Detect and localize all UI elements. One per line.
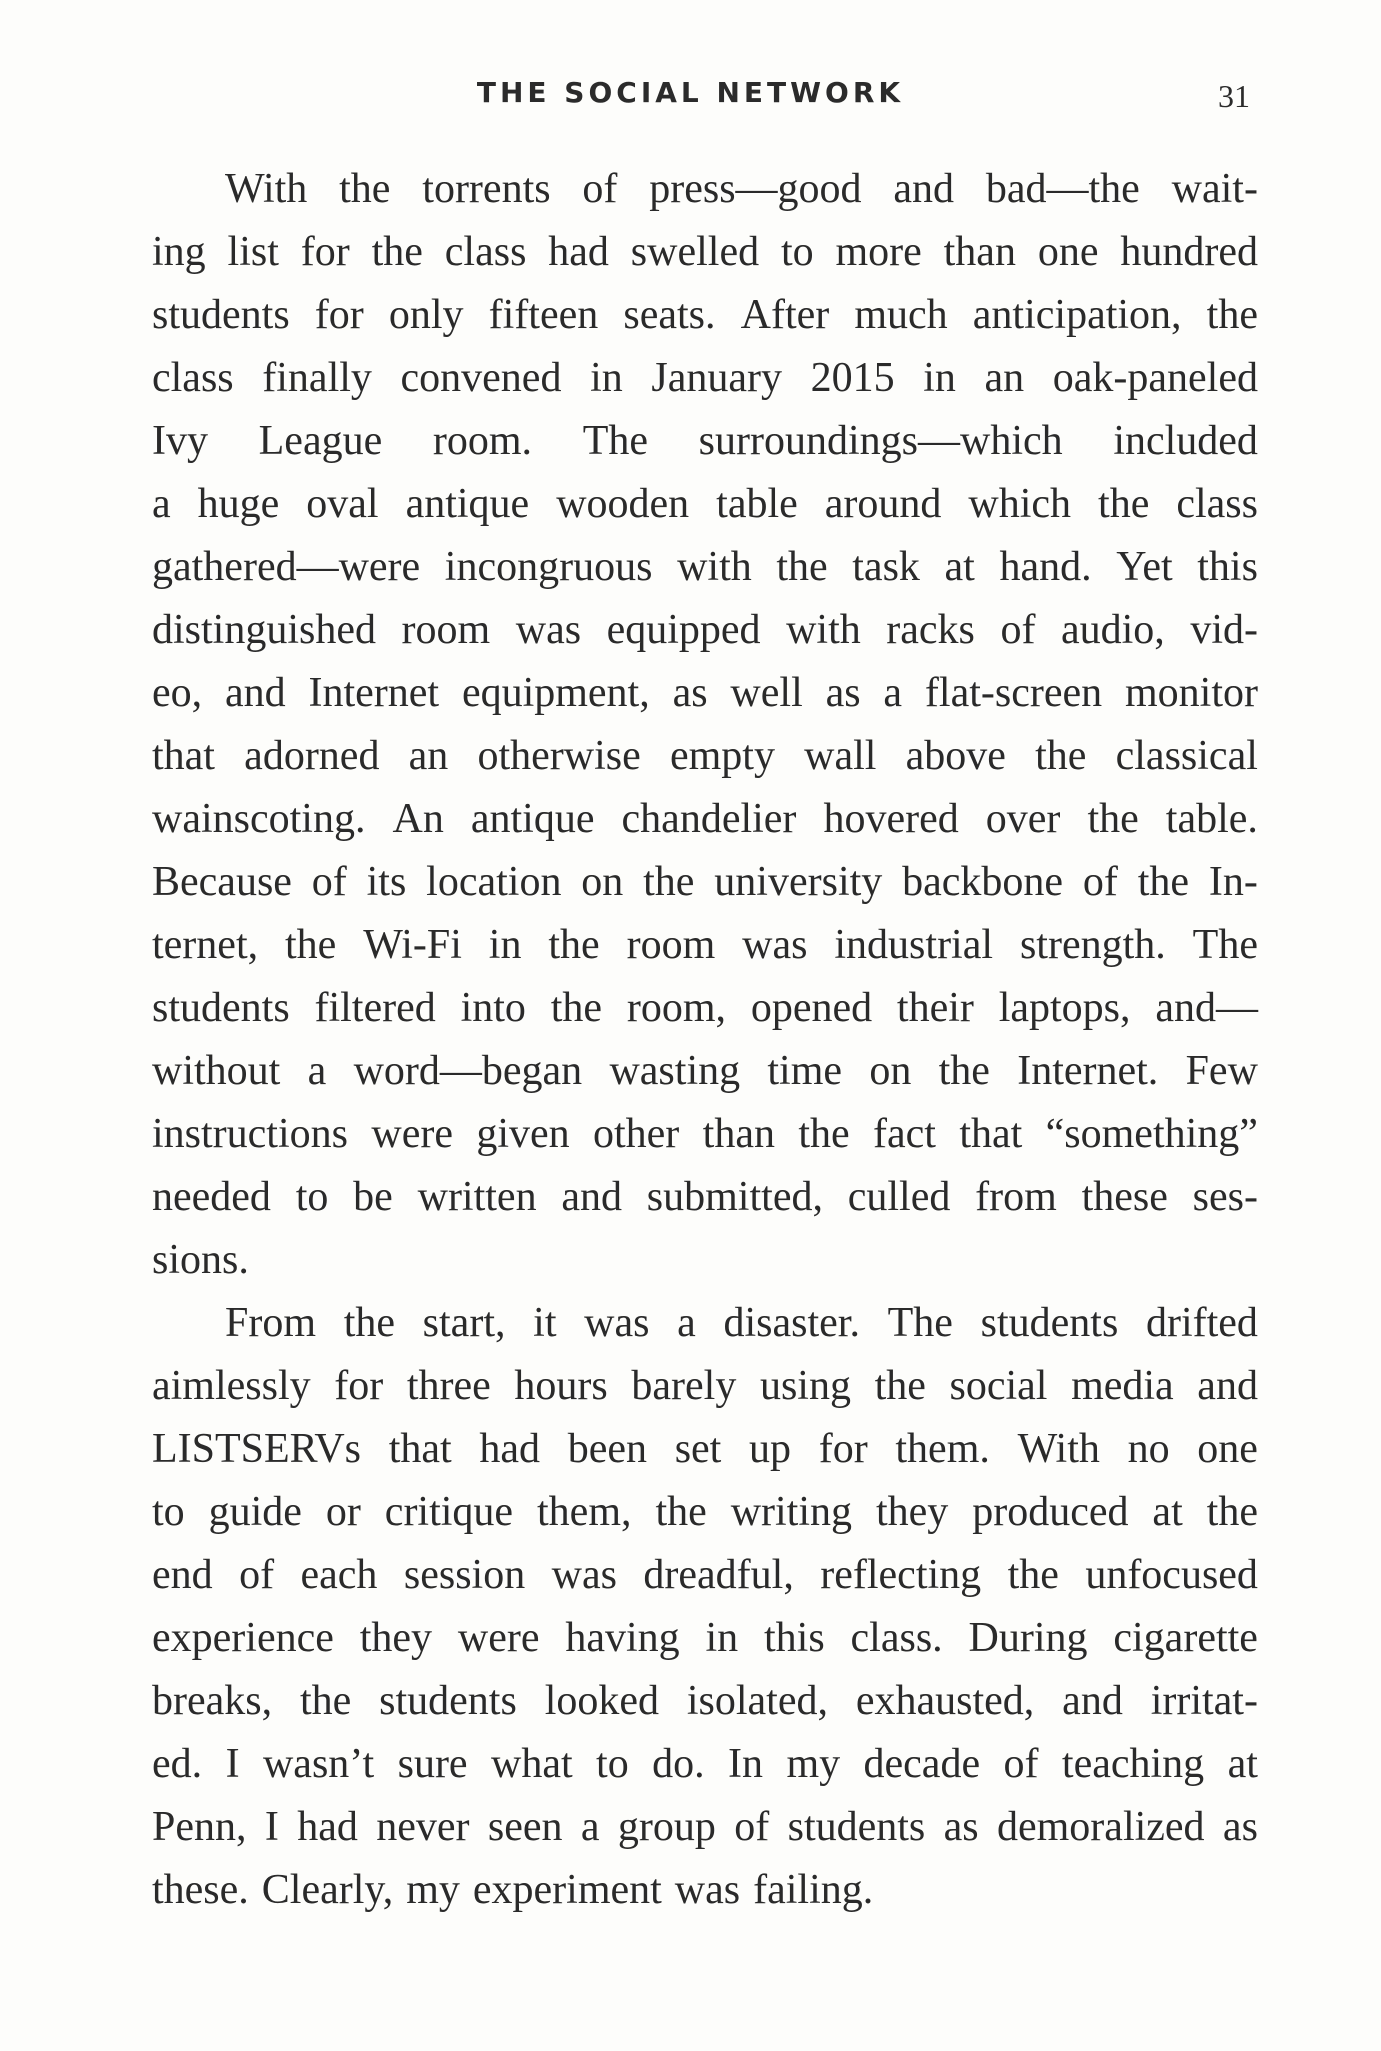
- word: hovered: [823, 796, 959, 842]
- word: as: [1222, 1804, 1258, 1850]
- word: using: [759, 1363, 851, 1409]
- word: at: [944, 544, 975, 590]
- word: were: [457, 1615, 540, 1661]
- word: which: [968, 481, 1072, 527]
- word: the: [1087, 796, 1139, 842]
- word: of: [734, 1804, 770, 1850]
- text-line: [152, 1733, 1258, 1796]
- word: classical: [1115, 733, 1258, 779]
- word: exhausted,: [855, 1678, 1035, 1724]
- word: wainscoting.: [152, 796, 366, 842]
- word: equipment,: [461, 670, 650, 716]
- word: the: [643, 859, 695, 905]
- word: The: [887, 1300, 953, 1346]
- word: its: [366, 859, 407, 905]
- word: and: [893, 166, 955, 212]
- text-line: [152, 851, 1258, 914]
- text-line: [152, 1859, 1258, 1922]
- word: looked: [544, 1678, 659, 1724]
- word: antique: [470, 796, 595, 842]
- word: included: [1113, 418, 1258, 464]
- word: end: [152, 1552, 213, 1598]
- word: isolated,: [686, 1678, 828, 1724]
- word: eo,: [152, 670, 203, 716]
- text-line: [152, 347, 1258, 410]
- word: had: [479, 1426, 541, 1472]
- word: it: [533, 1300, 557, 1346]
- word: An: [392, 796, 444, 842]
- word: writing: [730, 1489, 853, 1535]
- word: university: [714, 859, 883, 905]
- word: were: [371, 1111, 453, 1157]
- word: or: [325, 1489, 361, 1535]
- word: they: [875, 1489, 949, 1535]
- word: a: [883, 670, 903, 716]
- word: with: [677, 544, 752, 590]
- word: to: [152, 1489, 185, 1535]
- text-line: [152, 221, 1258, 284]
- word: a: [580, 1804, 600, 1850]
- word: as: [672, 670, 708, 716]
- word: experiment: [472, 1867, 662, 1913]
- word: seen: [487, 1804, 563, 1850]
- word: task: [852, 544, 920, 590]
- word: my: [406, 1867, 460, 1913]
- word: social: [949, 1363, 1048, 1409]
- word: room: [401, 607, 491, 653]
- word: With: [1017, 1426, 1100, 1472]
- text-line: [152, 1040, 1258, 1103]
- word: the: [339, 166, 391, 212]
- word: the: [874, 1363, 926, 1409]
- word: and: [1197, 1363, 1258, 1409]
- word: unfocused: [1085, 1552, 1258, 1598]
- text-line: [152, 725, 1258, 788]
- word: teaching: [1061, 1741, 1205, 1787]
- word: up: [749, 1426, 792, 1472]
- word: room: [626, 922, 716, 968]
- word: League: [258, 418, 383, 464]
- word: fact: [873, 1111, 936, 1157]
- word: vid-: [1190, 607, 1258, 653]
- text-line: [152, 1544, 1258, 1607]
- word: In: [728, 1741, 764, 1787]
- word: needed: [152, 1174, 271, 1220]
- text-line: [152, 1166, 1258, 1229]
- word: them,: [537, 1489, 632, 1535]
- word: an: [984, 355, 1025, 401]
- word: of: [1003, 1741, 1039, 1787]
- word: Penn,: [152, 1804, 247, 1850]
- text-line: [152, 788, 1258, 851]
- word: ing: [152, 229, 206, 275]
- word: In-: [1208, 859, 1258, 905]
- word: a: [152, 481, 171, 527]
- word: for: [300, 229, 350, 275]
- text-line: [152, 662, 1258, 725]
- word: a: [307, 1048, 327, 1094]
- word: above: [905, 733, 1006, 779]
- text-line: [152, 1796, 1258, 1859]
- word: from: [975, 1174, 1057, 1220]
- word: well: [730, 670, 803, 716]
- word: the: [1007, 1552, 1059, 1598]
- word: Ivy: [152, 418, 208, 464]
- word: was: [742, 922, 808, 968]
- word: word—began: [353, 1048, 583, 1094]
- word: having: [565, 1615, 680, 1661]
- word: breaks,: [152, 1678, 273, 1724]
- word: the: [776, 544, 828, 590]
- word: these.: [152, 1867, 249, 1913]
- word: chandelier: [621, 796, 797, 842]
- word: one: [1037, 229, 1099, 275]
- text-line: [152, 1229, 1258, 1292]
- word: do.: [652, 1741, 705, 1787]
- word: and: [561, 1174, 623, 1220]
- word: filtered: [314, 985, 436, 1031]
- word: start,: [422, 1300, 506, 1346]
- word: wasn’t: [262, 1741, 375, 1787]
- word: the: [938, 1048, 990, 1094]
- word: distinguished: [152, 607, 377, 653]
- word: equipped: [606, 607, 761, 653]
- word: press—good: [649, 166, 862, 212]
- word: as: [825, 670, 861, 716]
- word: students: [152, 292, 290, 338]
- word: was: [674, 1867, 741, 1913]
- word: industrial: [834, 922, 994, 968]
- word: of: [239, 1552, 275, 1598]
- word: students: [980, 1300, 1119, 1346]
- word: class.: [850, 1615, 943, 1661]
- word: incongruous: [444, 544, 653, 590]
- word: hours: [514, 1363, 608, 1409]
- word: the: [371, 229, 423, 275]
- word: than: [943, 229, 1016, 275]
- word: the: [655, 1489, 707, 1535]
- word: they: [359, 1615, 433, 1661]
- word: Internet: [308, 670, 440, 716]
- word: class: [152, 355, 234, 401]
- word: to: [780, 229, 814, 275]
- word: gathered—were: [152, 544, 421, 590]
- word: their: [896, 985, 974, 1031]
- word: an: [408, 733, 449, 779]
- word: a: [677, 1300, 696, 1346]
- word: January: [651, 355, 782, 401]
- word: given: [476, 1111, 570, 1157]
- word: culled: [847, 1174, 951, 1220]
- word: wall: [804, 733, 877, 779]
- word: strength.: [1019, 922, 1166, 968]
- word: guide: [208, 1489, 302, 1535]
- word: the: [548, 922, 600, 968]
- body-text: [152, 158, 1258, 1922]
- word: students: [379, 1678, 517, 1724]
- text-line: [152, 1607, 1258, 1670]
- word: I: [264, 1804, 279, 1850]
- word: hand.: [999, 544, 1092, 590]
- text-line: [152, 1355, 1258, 1418]
- word: During: [968, 1615, 1088, 1661]
- word: was: [551, 1552, 617, 1598]
- word: critique: [384, 1489, 514, 1535]
- word: for: [314, 292, 364, 338]
- word: torrents: [422, 166, 551, 212]
- word: The: [1192, 922, 1258, 968]
- word: the: [1137, 859, 1190, 905]
- word: finally: [262, 355, 372, 401]
- text-line: [152, 536, 1258, 599]
- word: empty: [669, 733, 775, 779]
- word: failing.: [753, 1867, 874, 1913]
- word: as: [943, 1804, 979, 1850]
- word: what: [490, 1741, 573, 1787]
- word: “something”: [1045, 1111, 1258, 1157]
- word: ses-: [1192, 1174, 1258, 1220]
- text-line: [152, 914, 1258, 977]
- word: more: [835, 229, 922, 275]
- page-number: 31: [1218, 78, 1250, 114]
- word: Because: [152, 859, 292, 905]
- word: ed.: [152, 1741, 203, 1787]
- word: decade: [863, 1741, 981, 1787]
- word: class: [444, 229, 527, 275]
- word: The: [582, 418, 649, 464]
- running-head: THE SOCIAL NETWORK: [476, 76, 905, 109]
- word: laptops,: [998, 985, 1131, 1031]
- word: oak-paneled: [1052, 355, 1258, 401]
- word: each: [300, 1552, 378, 1598]
- word: time: [767, 1048, 843, 1094]
- word: sure: [397, 1741, 468, 1787]
- word: my: [786, 1741, 841, 1787]
- word: fifteen: [488, 292, 599, 338]
- text-line: [152, 1670, 1258, 1733]
- word: session: [403, 1552, 526, 1598]
- word: sions.: [152, 1237, 249, 1283]
- word: into: [460, 985, 526, 1031]
- word: Internet.: [1017, 1048, 1159, 1094]
- word: the: [1035, 733, 1087, 779]
- word: and—: [1155, 985, 1258, 1031]
- word: the: [1206, 1489, 1258, 1535]
- word: wait-: [1171, 166, 1258, 212]
- word: set: [674, 1426, 722, 1472]
- word: surroundings—which: [698, 418, 1063, 464]
- word: for: [334, 1363, 384, 1409]
- word: After: [740, 292, 830, 338]
- word: otherwise: [477, 733, 641, 779]
- word: than: [702, 1111, 775, 1157]
- word: cigarette: [1113, 1615, 1258, 1661]
- word: over: [985, 796, 1061, 842]
- text-line: [152, 1292, 1258, 1355]
- word: monitor: [1124, 670, 1258, 716]
- word: only: [388, 292, 464, 338]
- word: been: [567, 1426, 647, 1472]
- text-line: [152, 284, 1258, 347]
- word: table.: [1165, 796, 1258, 842]
- word: table: [716, 481, 798, 527]
- word: anticipation,: [972, 292, 1182, 338]
- word: that: [959, 1111, 1023, 1157]
- word: With: [225, 166, 308, 212]
- word: this: [1197, 544, 1258, 590]
- word: the: [550, 985, 603, 1031]
- word: reflecting: [820, 1552, 982, 1598]
- word: group: [617, 1804, 716, 1850]
- word: these: [1081, 1174, 1168, 1220]
- word: drifted: [1145, 1300, 1258, 1346]
- word: the: [1206, 292, 1258, 338]
- word: that: [152, 733, 215, 779]
- word: hundred: [1120, 229, 1258, 275]
- word: I: [225, 1741, 240, 1787]
- word: three: [406, 1363, 491, 1409]
- word: had: [548, 229, 609, 275]
- word: wasting: [609, 1048, 741, 1094]
- word: never: [376, 1804, 470, 1850]
- word: in: [488, 922, 522, 968]
- word: ternet,: [152, 922, 259, 968]
- paragraph-2: [152, 1292, 1258, 1922]
- word: them.: [895, 1426, 990, 1472]
- word: of: [1082, 859, 1118, 905]
- word: opened: [750, 985, 873, 1031]
- word: flat-screen: [924, 670, 1103, 716]
- word: huge: [197, 481, 280, 527]
- word: Wi-Fi: [363, 922, 462, 968]
- text-line: [152, 410, 1258, 473]
- word: media: [1071, 1363, 1174, 1409]
- word: the: [343, 1300, 395, 1346]
- word: experience: [152, 1615, 334, 1661]
- word: on: [869, 1048, 912, 1094]
- word: the: [285, 922, 337, 968]
- word: adorned: [244, 733, 380, 779]
- word: of: [311, 859, 347, 905]
- word: disaster.: [723, 1300, 860, 1346]
- word: list: [227, 229, 279, 275]
- word: LISTSERVs: [152, 1426, 361, 1472]
- text-line: [152, 1418, 1258, 1481]
- word: with: [786, 607, 861, 653]
- word: in: [705, 1615, 739, 1661]
- word: much: [854, 292, 948, 338]
- word: room,: [626, 985, 726, 1031]
- word: room.: [432, 418, 533, 464]
- word: written: [417, 1174, 537, 1220]
- word: and: [1062, 1678, 1123, 1724]
- word: irritat-: [1150, 1678, 1258, 1724]
- word: to: [596, 1741, 629, 1787]
- word: demoralized: [997, 1804, 1205, 1850]
- word: the: [1098, 481, 1150, 527]
- word: aimlessly: [152, 1363, 311, 1409]
- word: backbone: [902, 859, 1064, 905]
- text-line: [152, 1103, 1258, 1166]
- word: students: [152, 985, 290, 1031]
- word: seats.: [623, 292, 716, 338]
- word: this: [764, 1615, 825, 1661]
- paragraph-1: [152, 158, 1258, 1292]
- text-line: [152, 977, 1258, 1040]
- word: that: [388, 1426, 452, 1472]
- word: be: [353, 1174, 393, 1220]
- word: barely: [631, 1363, 737, 1409]
- word: 2015: [810, 355, 895, 401]
- word: oval: [306, 481, 379, 527]
- word: audio,: [1060, 607, 1165, 653]
- word: location: [426, 859, 562, 905]
- text-line: [152, 1481, 1258, 1544]
- word: no: [1127, 1426, 1170, 1472]
- word: swelled: [630, 229, 760, 275]
- word: dreadful,: [643, 1552, 794, 1598]
- word: at: [1227, 1741, 1258, 1787]
- word: the: [798, 1111, 850, 1157]
- word: was: [584, 1300, 650, 1346]
- word: Clearly,: [261, 1867, 394, 1913]
- word: the: [299, 1678, 352, 1724]
- word: instructions: [152, 1111, 348, 1157]
- word: wooden: [556, 481, 690, 527]
- text-line: [152, 599, 1258, 662]
- word: Few: [1185, 1048, 1258, 1094]
- word: at: [1152, 1489, 1183, 1535]
- word: bad—the: [985, 166, 1140, 212]
- word: for: [818, 1426, 868, 1472]
- word: convened: [400, 355, 562, 401]
- word: submitted,: [646, 1174, 823, 1220]
- text-line: [152, 158, 1258, 221]
- word: students: [787, 1804, 926, 1850]
- text-line: [152, 473, 1258, 536]
- word: without: [152, 1048, 281, 1094]
- word: around: [824, 481, 942, 527]
- word: had: [297, 1804, 358, 1850]
- word: antique: [405, 481, 530, 527]
- word: one: [1197, 1426, 1258, 1472]
- word: of: [1000, 607, 1036, 653]
- word: class: [1176, 481, 1258, 527]
- word: of: [582, 166, 618, 212]
- word: racks: [886, 607, 975, 653]
- word: in: [923, 355, 956, 401]
- word: on: [581, 859, 624, 905]
- word: produced: [972, 1489, 1129, 1535]
- word: was: [515, 607, 582, 653]
- word: From: [225, 1300, 317, 1346]
- word: to: [295, 1174, 329, 1220]
- word: in: [590, 355, 623, 401]
- word: Yet: [1116, 544, 1173, 590]
- word: other: [593, 1111, 680, 1157]
- word: and: [225, 670, 286, 716]
